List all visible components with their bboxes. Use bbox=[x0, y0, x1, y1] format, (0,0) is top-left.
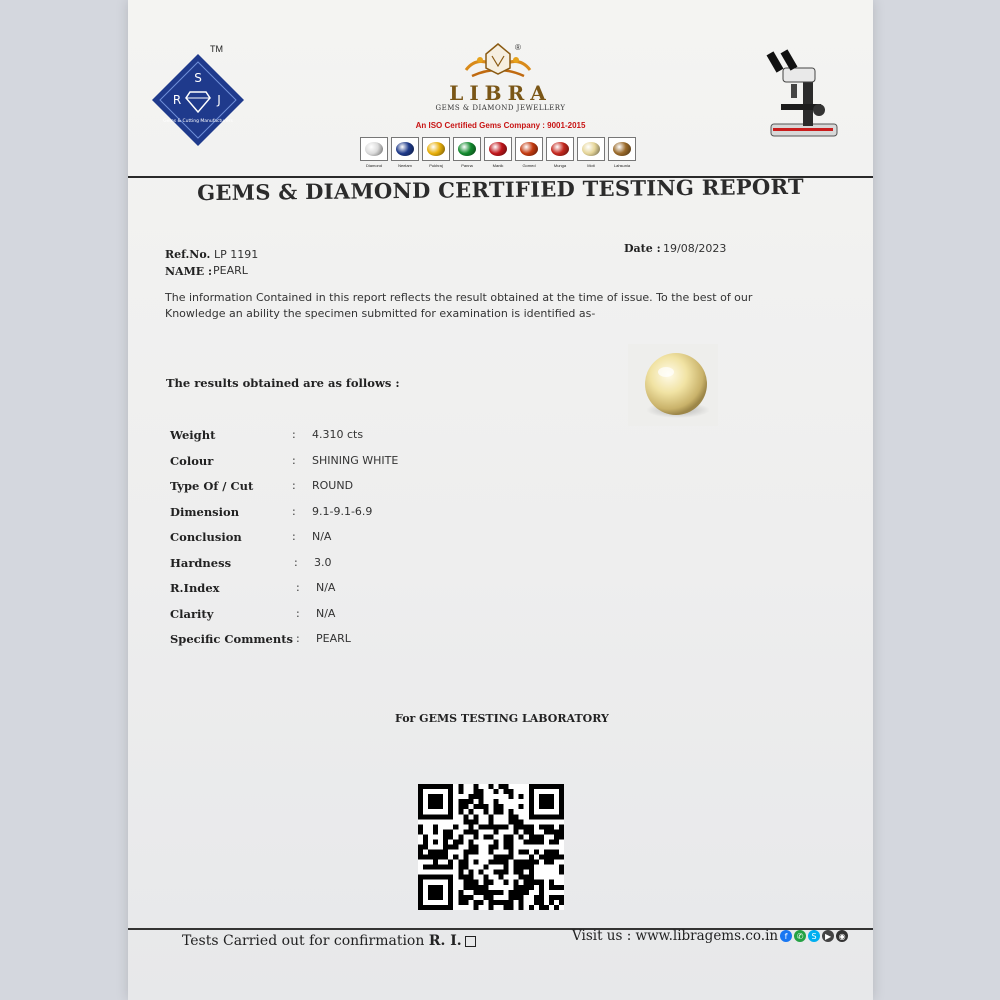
gem-icon bbox=[577, 137, 605, 161]
svg-text:J: J bbox=[217, 93, 221, 107]
iso-certification-line: An ISO Certified Gems Company : 9001-2015 bbox=[415, 121, 586, 130]
libra-crown-logo-icon bbox=[458, 40, 538, 82]
result-colon: : bbox=[292, 479, 296, 492]
result-label: Weight bbox=[170, 428, 216, 442]
gem-item bbox=[453, 137, 481, 168]
gem-item bbox=[360, 137, 388, 168]
result-row bbox=[170, 428, 490, 448]
result-row bbox=[170, 632, 490, 652]
result-value: 9.1-9.1-6.9 bbox=[312, 505, 373, 518]
tests-text: Tests Carried out for confirmation bbox=[182, 933, 425, 949]
name-label: NAME : bbox=[165, 265, 213, 278]
ref-no-label: Ref.No. bbox=[165, 248, 211, 261]
microscope-icon bbox=[763, 48, 843, 140]
gem-label: Pukhraj bbox=[429, 163, 443, 168]
result-label: Hardness bbox=[170, 556, 232, 570]
result-value: 4.310 cts bbox=[312, 428, 364, 441]
gem-item bbox=[546, 137, 574, 168]
ri-checkbox bbox=[465, 936, 476, 947]
gem-label: Moti bbox=[587, 163, 595, 168]
visit-website-link[interactable]: Visit us : www.libragems.co.in bbox=[572, 928, 779, 944]
gem-label: Gomed bbox=[522, 163, 536, 168]
whatsapp-icon[interactable]: ✆ bbox=[794, 930, 806, 942]
gem-icon bbox=[422, 137, 450, 161]
result-value: N/A bbox=[316, 607, 336, 620]
result-colon: : bbox=[296, 607, 300, 620]
gem-label: Munga bbox=[553, 163, 567, 168]
social-icons bbox=[780, 930, 848, 942]
gem-icon bbox=[360, 137, 388, 161]
certificate-sheet bbox=[128, 0, 873, 1000]
date-label: Date : bbox=[624, 242, 661, 255]
gem-icon bbox=[391, 137, 419, 161]
result-value: N/A bbox=[312, 530, 332, 543]
gem-label: Lahsunia bbox=[613, 163, 631, 168]
gem-label: Manik bbox=[492, 163, 504, 168]
youtube-icon[interactable]: ▶ bbox=[822, 930, 834, 942]
result-row bbox=[170, 607, 490, 627]
svg-text:R: R bbox=[172, 93, 182, 107]
name-value: PEARL bbox=[213, 264, 248, 277]
pearl-specimen-image bbox=[628, 344, 718, 426]
intro-paragraph: The information Contained in this report reflects the result obtained at the time of issue. To the best of our Knowledge an ability the specimen submitted for examination is identified as- bbox=[165, 291, 753, 320]
gem-item bbox=[515, 137, 543, 168]
gem-item bbox=[608, 137, 636, 168]
instagram-icon[interactable]: ◉ bbox=[836, 930, 848, 942]
gem-icon bbox=[546, 137, 574, 161]
trademark-mark: TM bbox=[210, 44, 223, 54]
for-lab-signature-line: For GEMS TESTING LABORATORY bbox=[395, 712, 609, 725]
report-title: GEMS & DIAMOND CERTIFIED TESTING REPORT bbox=[197, 173, 804, 206]
gem-icon bbox=[453, 137, 481, 161]
result-colon: : bbox=[292, 530, 296, 543]
result-label: Dimension bbox=[170, 505, 240, 519]
result-value: 3.0 bbox=[314, 556, 332, 569]
result-label: Conclusion bbox=[170, 530, 242, 544]
result-row bbox=[170, 479, 490, 499]
result-value: SHINING WHITE bbox=[312, 454, 399, 467]
gem-item bbox=[422, 137, 450, 168]
gem-item bbox=[484, 137, 512, 168]
gem-icon bbox=[608, 137, 636, 161]
result-row bbox=[170, 530, 490, 550]
ref-no-value: LP 1191 bbox=[214, 248, 259, 261]
result-colon: : bbox=[294, 556, 298, 569]
gem-item bbox=[577, 137, 605, 168]
result-row bbox=[170, 556, 490, 576]
gem-label: Panna bbox=[461, 163, 473, 168]
result-row bbox=[170, 454, 490, 474]
result-value: N/A bbox=[316, 581, 336, 594]
footer-visit bbox=[572, 928, 848, 944]
svg-text:S: S bbox=[194, 71, 202, 85]
gem-icon bbox=[515, 137, 543, 161]
result-row bbox=[170, 505, 490, 525]
facebook-icon[interactable]: f bbox=[780, 930, 792, 942]
result-colon: : bbox=[292, 428, 296, 441]
gemstone-strip bbox=[360, 137, 636, 168]
gem-label: Neelam bbox=[398, 163, 412, 168]
result-row bbox=[170, 581, 490, 601]
srj-diamond-logo-icon bbox=[150, 52, 246, 148]
registered-mark: ® bbox=[515, 43, 521, 52]
brand-name: LIBRA bbox=[449, 81, 552, 105]
result-value: ROUND bbox=[312, 479, 354, 492]
gem-label: Diamond bbox=[365, 163, 382, 168]
result-label: Colour bbox=[170, 454, 214, 468]
result-label: Type Of / Cut bbox=[170, 479, 254, 493]
result-label: R.Index bbox=[170, 581, 220, 595]
date-value: 19/08/2023 bbox=[663, 242, 727, 255]
qr-code[interactable] bbox=[418, 784, 564, 910]
ri-label: R. I. bbox=[428, 933, 462, 949]
result-colon: : bbox=[292, 505, 296, 518]
brand-subtitle: GEMS & DIAMOND JEWELLERY bbox=[435, 104, 566, 112]
svg-text:Gems & Cutting Manufacturers: Gems & Cutting Manufacturers bbox=[163, 119, 233, 124]
results-heading: The results obtained are as follows : bbox=[166, 376, 400, 390]
result-colon: : bbox=[296, 581, 300, 594]
gem-icon bbox=[484, 137, 512, 161]
skype-icon[interactable]: S bbox=[808, 930, 820, 942]
result-label: Specific Comments bbox=[170, 632, 294, 646]
result-colon: : bbox=[296, 632, 300, 645]
gem-item bbox=[391, 137, 419, 168]
result-value: PEARL bbox=[316, 632, 351, 645]
footer-tests-note bbox=[182, 933, 476, 949]
result-colon: : bbox=[292, 454, 296, 467]
result-label: Clarity bbox=[170, 607, 214, 621]
